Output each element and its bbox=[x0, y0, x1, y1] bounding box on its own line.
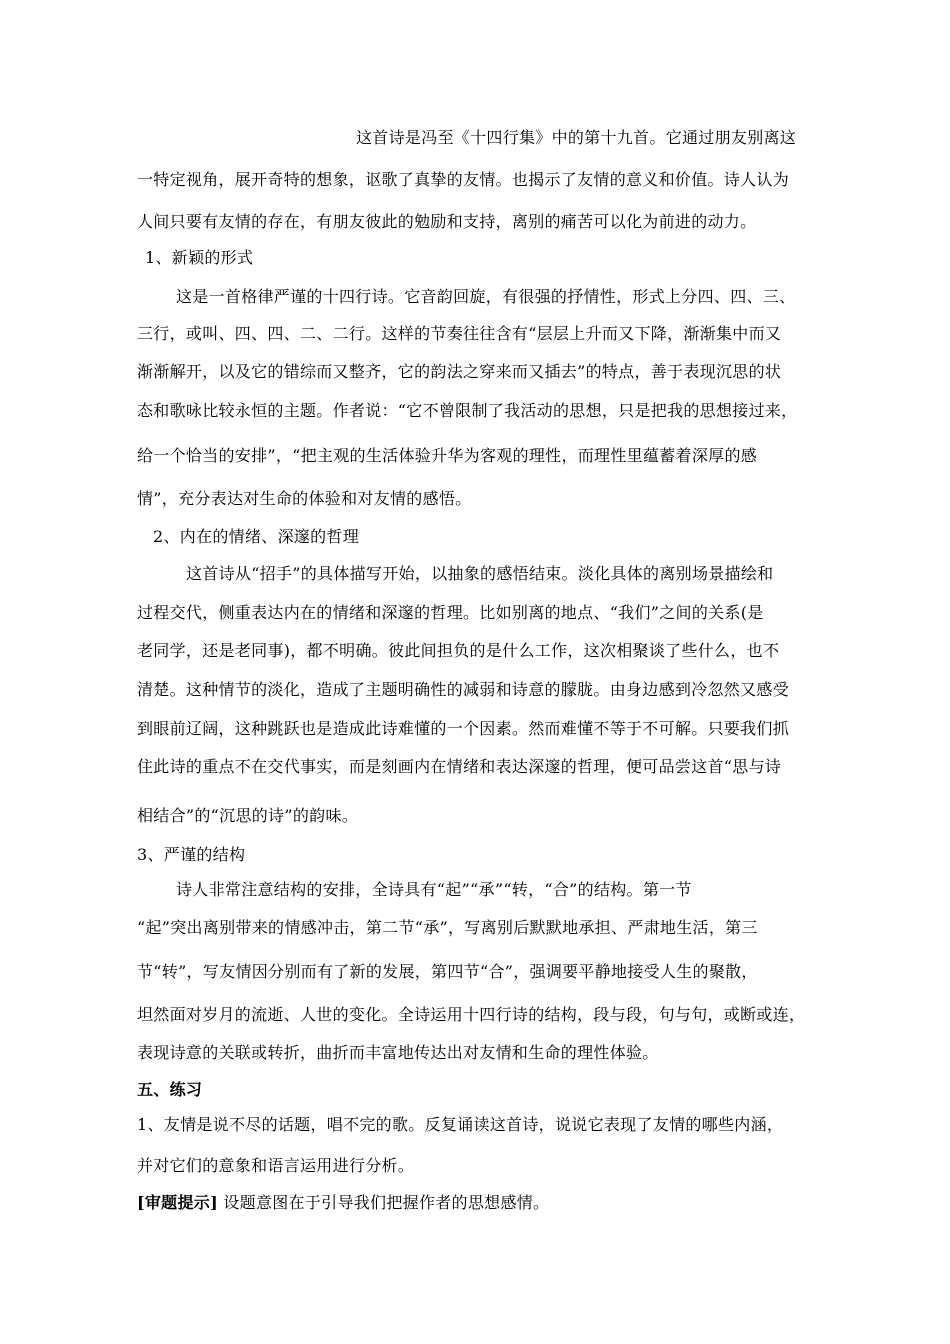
exercise-heading: 五、练习 bbox=[137, 1080, 203, 1099]
hint-label: [审题提示] bbox=[137, 1193, 218, 1212]
section1-heading: 1、新颖的形式 bbox=[145, 248, 254, 267]
section1-line-6: 情”，充分表达对生命的体验和对友情的感悟。 bbox=[137, 489, 472, 508]
section3-line-4: 坦然面对岁月的流逝、人世的变化。全诗运用十四行诗的结构，段与段，句与句，或断或连， bbox=[137, 1005, 806, 1024]
section2-line-1: 这首诗从“招手”的具体描写开始，以抽象的感悟结束。淡化具体的离别场景描绘和 bbox=[186, 564, 774, 583]
section2-line-4: 清楚。这种情节的淡化，造成了主题明确性的减弱和诗意的朦胧。由身边感到冷忽然又感受 bbox=[137, 680, 790, 699]
section3-line-3: 节“转”，写友情因分别而有了新的发展，第四节“合”，强调要平静地接受人生的聚散， bbox=[137, 962, 758, 981]
section1-line-4: 态和歌咏比较永恒的主题。作者说：“它不曾限制了我活动的思想，只是把我的思想接过来， bbox=[137, 401, 798, 420]
intro-line-2: 一特定视角，展开奇特的想象，讴歌了真挚的友情。也揭示了友情的意义和价值。诗人认为 bbox=[137, 170, 790, 189]
section2-line-5: 到眼前辽阔，这种跳跃也是造成此诗难懂的一个因素。然而难懂不等于不可解。只要我们抓 bbox=[137, 719, 790, 738]
section3-line-2: “起”突出离别带来的情感冲击，第二节“承”，写离别后默默地承担、严肃地生活，第三 bbox=[137, 918, 758, 937]
hint-line bbox=[137, 1193, 549, 1213]
section2-line-3: 老同学，还是老同事)，都不明确。彼此间担负的是什么工作，这次相聚谈了些什么，也不 bbox=[137, 641, 780, 660]
section2-line-6: 住此诗的重点不在交代事实，而是刻画内在情绪和表达深邃的哲理，便可品尝这首“思与诗 bbox=[137, 757, 782, 776]
section1-line-1: 这是一首格律严谨的十四行诗。它音韵回旋，有很强的抒情性，形式上分四、四、三、 bbox=[176, 287, 796, 306]
section3-line-1: 诗人非常注意结构的安排，全诗具有“起”“承”“转，“合”的结构。第一节 bbox=[176, 880, 692, 899]
hint-text: 设题意图在于引导我们把握作者的思想感情。 bbox=[223, 1193, 550, 1212]
intro-line-1: 这首诗是冯至《十四行集》中的第十九首。它通过朋友别离这 bbox=[356, 128, 797, 147]
section2-line-7: 相结合”的“沉思的诗”的韵味。 bbox=[137, 806, 359, 825]
section3-line-5: 表现诗意的关联或转折，曲折而丰富地传达出对友情和生命的理性体验。 bbox=[137, 1043, 659, 1062]
section1-line-2: 三行，或叫、四、四、二、二行。这样的节奏往往含有“层层上升而又下降，渐渐集中而又 bbox=[137, 324, 782, 343]
exercise-question-line-2: 并对它们的意象和语言运用进行分析。 bbox=[137, 1156, 415, 1175]
section2-heading: 2、内在的情绪、深邃的哲理 bbox=[153, 527, 360, 546]
section2-line-2: 过程交代，侧重表达内在的情绪和深邃的哲理。比如别离的地点、“我们”之间的关系(是 bbox=[137, 603, 764, 622]
exercise-question-line-1: 1、友情是说不尽的话题，唱不完的歌。反复诵读这首诗，说说它表现了友情的哪些内涵， bbox=[137, 1115, 784, 1134]
section3-heading: 3、严谨的结构 bbox=[137, 845, 246, 864]
section1-line-5: 给一个恰当的安排”，“把主观的生活体验升华为客观的理性，而理性里蕴蓄着深厚的感 bbox=[137, 446, 758, 465]
intro-line-3: 人间只要有友情的存在，有朋友彼此的勉励和支持，离别的痛苦可以化为前进的动力。 bbox=[137, 212, 757, 231]
section1-line-3: 渐渐解开，以及它的错综而又整齐，它的韵法之穿来而又插去”的特点，善于表现沉思的状 bbox=[137, 362, 782, 381]
